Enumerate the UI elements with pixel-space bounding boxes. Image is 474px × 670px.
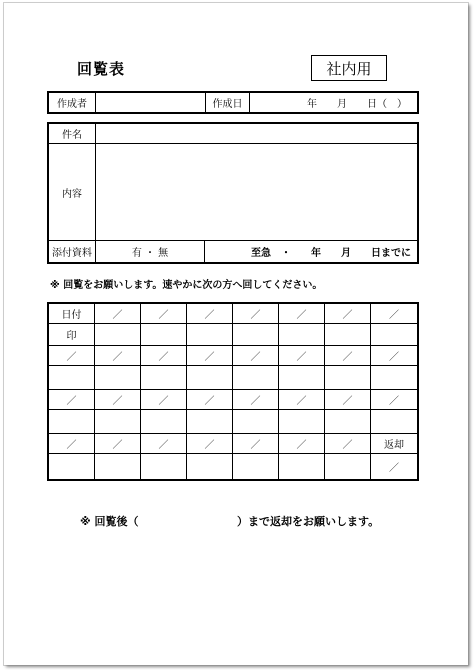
seal-cell[interactable] (187, 410, 233, 434)
seal-cell[interactable] (49, 366, 95, 390)
date-slash[interactable]: ／ (279, 390, 325, 410)
subject-label: 件名 (49, 124, 96, 144)
grid-row (49, 434, 418, 454)
detail-table (48, 123, 418, 263)
date-slash[interactable]: ／ (187, 346, 233, 366)
content-field[interactable] (96, 144, 418, 241)
date-slash[interactable]: ／ (187, 304, 233, 324)
date-slash[interactable]: ／ (325, 390, 371, 410)
date-slash[interactable]: ／ (95, 304, 141, 324)
date-slash[interactable]: ／ (141, 346, 187, 366)
date-slash[interactable]: ／ (325, 434, 371, 454)
seal-cell[interactable] (325, 410, 371, 434)
seal-cell[interactable] (95, 454, 141, 480)
seal-label: 印 (49, 324, 95, 346)
seal-cell[interactable] (187, 454, 233, 480)
date-slash[interactable]: ／ (233, 434, 279, 454)
date-slash[interactable]: ／ (233, 346, 279, 366)
seal-cell[interactable] (325, 324, 371, 346)
date-slash[interactable]: ／ (49, 434, 95, 454)
seal-cell[interactable] (95, 366, 141, 390)
author-date-table (48, 92, 418, 113)
seal-cell[interactable] (141, 366, 187, 390)
created-date-label: 作成日 (206, 93, 250, 113)
attachment-choice[interactable]: 有 ・ 無 (96, 241, 205, 263)
date-slash[interactable]: ／ (141, 390, 187, 410)
grid-row (49, 324, 418, 346)
date-slash[interactable]: ／ (49, 390, 95, 410)
date-slash[interactable]: ／ (95, 390, 141, 410)
grid-row (49, 304, 418, 324)
date-slash[interactable]: ／ (325, 304, 371, 324)
date-slash[interactable]: ／ (95, 346, 141, 366)
seal-cell[interactable] (233, 410, 279, 434)
seal-cell[interactable] (49, 410, 95, 434)
seal-cell[interactable] (279, 324, 325, 346)
seal-cell[interactable] (325, 366, 371, 390)
date-slash[interactable]: ／ (95, 434, 141, 454)
seal-cell[interactable] (279, 410, 325, 434)
date-slash[interactable]: ／ (187, 434, 233, 454)
date-slash[interactable]: ／ (279, 346, 325, 366)
seal-cell[interactable] (233, 454, 279, 480)
seal-cell[interactable] (187, 366, 233, 390)
grid-row (49, 390, 418, 410)
subject-field[interactable] (96, 124, 418, 144)
date-slash[interactable]: ／ (371, 346, 418, 366)
author-label: 作成者 (49, 93, 96, 113)
date-slash[interactable]: ／ (187, 390, 233, 410)
date-slash[interactable]: ／ (233, 390, 279, 410)
document-title: 回覧表 (77, 60, 126, 78)
return-note-suffix: ）まで返却をお願いします。 (237, 515, 380, 528)
return-label: 返却 (371, 434, 418, 454)
seal-cell[interactable] (325, 454, 371, 480)
date-label: 日付 (49, 304, 95, 324)
author-field[interactable] (96, 93, 206, 113)
date-slash[interactable]: ／ (371, 304, 418, 324)
grid-row (49, 346, 418, 366)
seal-cell[interactable] (371, 410, 418, 434)
grid-row (49, 410, 418, 434)
seal-cell[interactable] (233, 324, 279, 346)
seal-cell[interactable] (279, 454, 325, 480)
seal-cell[interactable] (95, 324, 141, 346)
seal-cell[interactable] (49, 454, 95, 480)
seal-cell[interactable] (95, 410, 141, 434)
deadline-field[interactable]: 至急 ・ 年 月 日までに (205, 241, 418, 263)
internal-use-badge: 社内用 (311, 55, 387, 81)
grid-row (49, 366, 418, 390)
seal-cell[interactable] (279, 366, 325, 390)
seal-cell[interactable] (233, 366, 279, 390)
seal-cell[interactable] (371, 366, 418, 390)
document-page (4, 3, 468, 665)
date-slash[interactable]: ／ (49, 346, 95, 366)
seal-cell[interactable] (141, 454, 187, 480)
seal-cell[interactable] (141, 324, 187, 346)
seal-cell[interactable] (141, 410, 187, 434)
return-date-field[interactable] (162, 513, 236, 527)
seal-cell[interactable] (187, 324, 233, 346)
circulation-grid (48, 303, 418, 480)
date-slash[interactable]: ／ (325, 346, 371, 366)
date-slash[interactable]: ／ (141, 434, 187, 454)
date-slash[interactable]: ／ (141, 304, 187, 324)
return-date-slash[interactable]: ／ (371, 454, 418, 480)
created-date-field[interactable]: 年 月 日（ ） (250, 93, 418, 113)
circulation-instruction: ※ 回覧をお願いします。速やかに次の方へ回してください。 (50, 280, 323, 291)
seal-cell[interactable] (371, 324, 418, 346)
date-slash[interactable]: ／ (279, 304, 325, 324)
content-label: 内容 (49, 144, 96, 241)
return-note-prefix: ※ 回覧後（ (80, 515, 139, 528)
date-slash[interactable]: ／ (279, 434, 325, 454)
date-slash[interactable]: ／ (233, 304, 279, 324)
attachment-label: 添付資料 (49, 241, 96, 263)
grid-row (49, 454, 418, 480)
date-slash[interactable]: ／ (371, 390, 418, 410)
